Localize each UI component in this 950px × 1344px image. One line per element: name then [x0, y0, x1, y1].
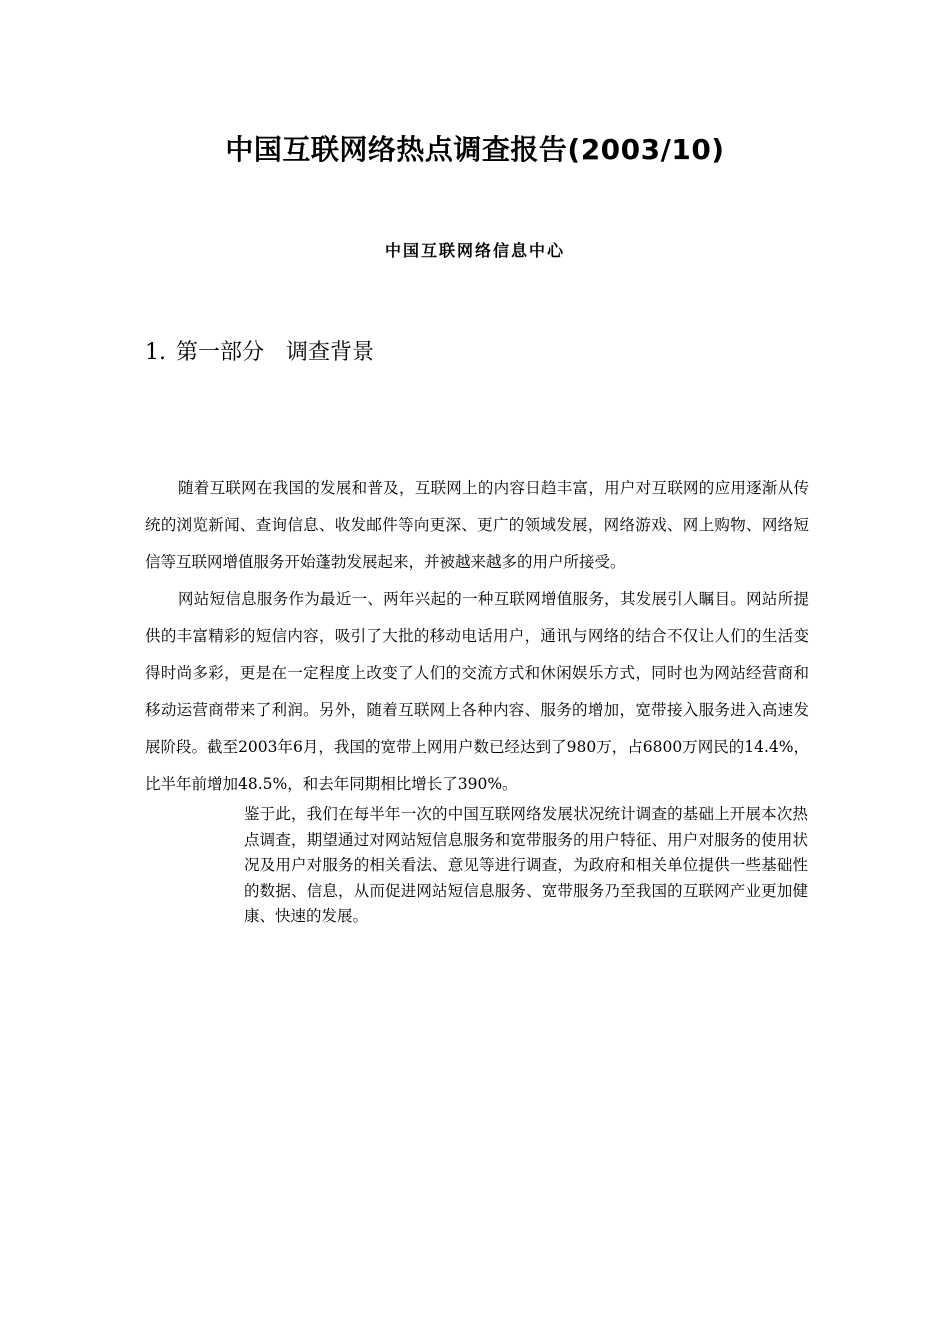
section-title: 第一部分 调查背景 [176, 340, 375, 365]
section-heading [145, 336, 374, 370]
body-text [145, 470, 809, 803]
section-number: 1. [145, 340, 166, 365]
paragraph-2: 网站短信息服务作为最近一、两年兴起的一种互联网增值服务，其发展引人瞩目。网站所提供的丰富精彩的短信内容，吸引了大批的移动电话用户，通讯与网络的结合不仅让人们的生活变得时尚多彩，更是在一定程度上改变了人们的交流方式和休闲娱乐方式，同时也为网站经营商和移动运营商带来了利润。另外，随着互联网上各种内容、服务的增加，宽带接入服务进入高速发展阶段。截至2003年6月，我国的宽带上网用户数已经达到了980万，占6800万网民的14.4%，比半年前增加48.5%，和去年同期相比增长了390%。 [145, 590, 809, 793]
document-title: 中国互联网络热点调查报告(2003/10) [225, 133, 725, 166]
indented-paragraph: 鉴于此，我们在每半年一次的中国互联网络发展状况统计调查的基础上开展本次热点调查，期望通过对网站短信息服务和宽带服务的用户特征、用户对服务的使用状况及用户对服务的相关看法、意见等进行调查，为政府和相关单位提供一些基础性的数据、信息，从而促进网站短信息服务、宽带服务乃至我国的互联网产业更加健康、快速的发展。 [244, 805, 808, 925]
organization-name: 中国互联网络信息中心 [384, 241, 565, 260]
paragraph-1: 随着互联网在我国的发展和普及，互联网上的内容日趋丰富，用户对互联网的应用逐渐从传统的浏览新闻、查询信息、收发邮件等向更深、更广的领域发展，网络游戏、网上购物、网络短信等互联网增值服务开始蓬勃发展起来，并被越来越多的用户所接受。 [145, 479, 809, 571]
